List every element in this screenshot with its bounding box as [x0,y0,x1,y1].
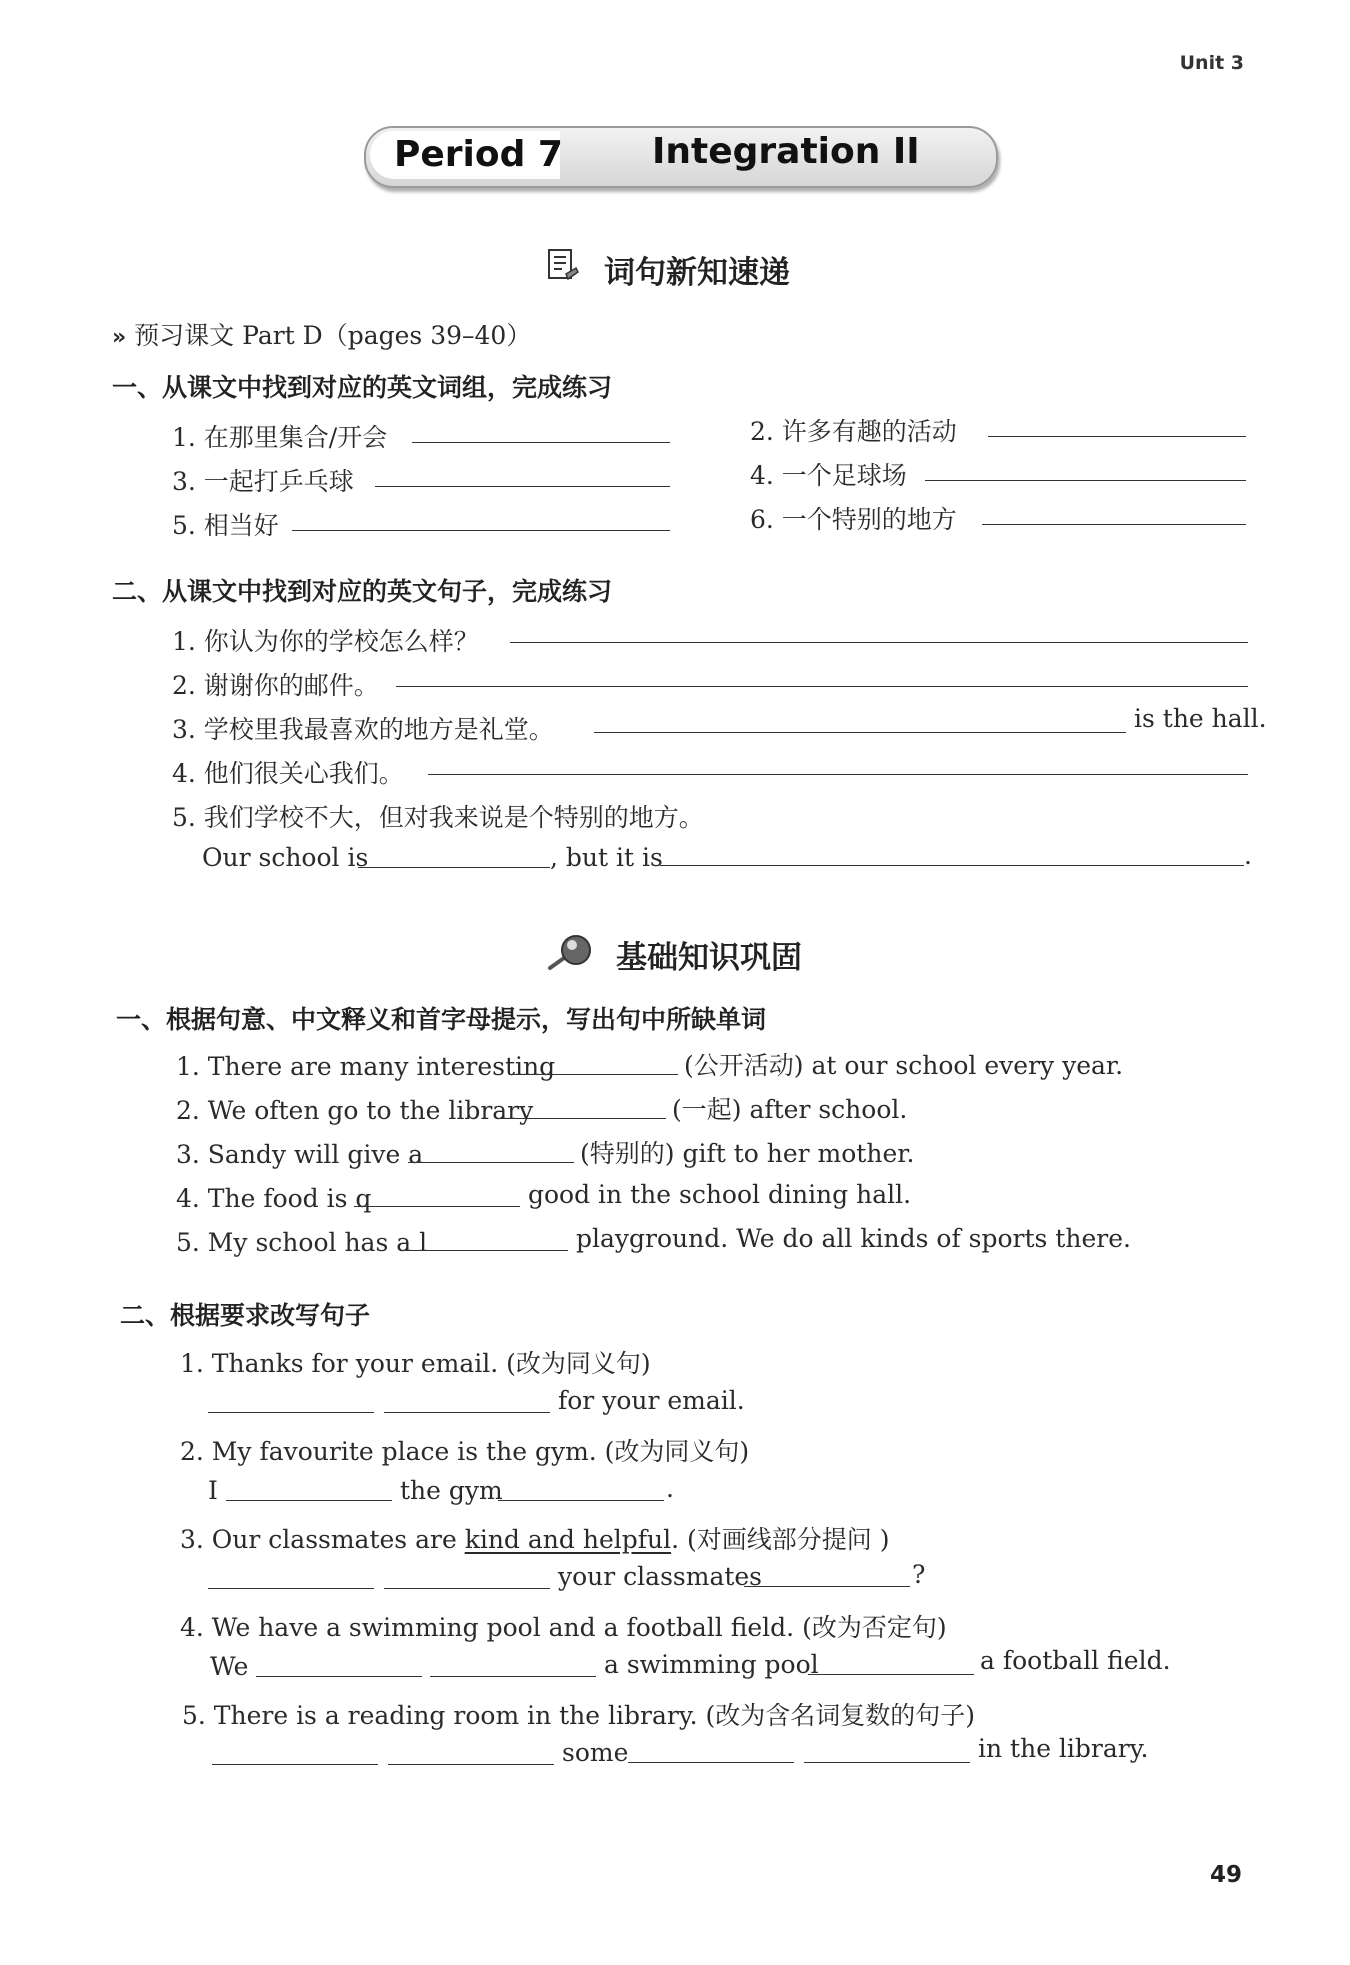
question: 3. Our classmates are kind and helpful. (对画线部分提问 ) [180,1525,890,1554]
question: 1. Thanks for your email. (改为同义句) [180,1349,651,1378]
answer-prefix: I [208,1476,218,1505]
answer-blank[interactable] [375,464,670,487]
list-item: 2. 许多有趣的活动 [750,417,957,446]
answer-mid: a swimming pool [604,1650,819,1679]
answer-end: a football field. [980,1646,1171,1675]
lesson-title: Integration II [652,131,920,172]
sentence-prefix: Our school is [202,843,369,872]
list-item: 2. 谢谢你的邮件。 [172,671,379,700]
list-item: 4. 他们很关心我们。 [172,759,404,788]
part1-heading: 一、根据句意、中文释义和首字母提示，写出句中所缺单词 [116,1005,767,1034]
list-item: 2. We often go to the library [176,1096,534,1125]
answer-blank[interactable] [208,1390,374,1413]
answer-blank[interactable] [384,1390,550,1413]
title-banner [364,126,994,188]
answer-tail: for your email. [558,1386,745,1415]
answer-blank[interactable] [388,1742,554,1765]
answer-blank[interactable] [660,843,1244,866]
answer-blank[interactable] [292,508,670,531]
list-item: 3. 一起打乒乓球 [172,467,354,496]
section-title-basics: 基础知识巩固 [616,940,802,976]
answer-blank[interactable] [512,1052,678,1075]
answer-blank[interactable] [358,845,550,868]
hint-text: (特别的) gift to her mother. [580,1139,915,1168]
answer-blank[interactable] [498,1478,664,1501]
list-item: 3. 学校里我最喜欢的地方是礼堂。 [172,715,554,744]
list-item: 1. There are many interesting [176,1052,556,1081]
list-item: 1. 在那里集合/开会 [172,423,388,452]
part2-heading: 二、根据要求改写句子 [120,1301,371,1330]
answer-blank[interactable] [396,664,1248,687]
question: 5. There is a reading room in the library. (改为含名词复数的句子) [182,1701,976,1730]
list-item: 5. My school has a l [176,1228,428,1257]
answer-blank[interactable] [208,1566,374,1589]
list-item: 5. 我们学校不大，但对我来说是个特别的地方。 [172,803,704,832]
answer-mid: some [562,1738,629,1767]
answer-blank[interactable] [428,752,1248,775]
answer-blank[interactable] [412,420,670,443]
part2-heading: 二、从课文中找到对应的英文句子，完成练习 [112,577,613,606]
answer-blank[interactable] [808,1652,974,1675]
unit-label: Unit 3 [1179,52,1244,74]
section-title-vocab: 词句新知速递 [604,255,790,291]
answer-blank[interactable] [925,458,1246,481]
sentence-tail: is the hall. [1134,704,1267,733]
list-item: 4. The food is q [176,1184,372,1213]
answer-end: in the library. [978,1734,1149,1763]
answer-blank[interactable] [804,1740,970,1763]
hint-text: good in the school dining hall. [528,1180,912,1209]
question: 2. My favourite place is the gym. (改为同义句) [180,1437,750,1466]
list-item: 5. 相当好 [172,511,279,540]
magnifier-icon [546,932,596,976]
answer-blank[interactable] [430,1654,596,1677]
answer-blank[interactable] [402,1228,568,1251]
answer-prefix: We [210,1652,249,1681]
notepad-icon [546,248,580,288]
answer-blank[interactable] [510,620,1248,643]
sentence-mid: , but it is [550,843,663,872]
list-item: 1. 你认为你的学校怎么样？ [172,627,479,656]
sentence-end: . [1244,841,1252,870]
answer-blank[interactable] [498,1096,666,1119]
question: 4. We have a swimming pool and a football field. (改为否定句) [180,1613,947,1642]
hint-text: playground. We do all kinds of sports there. [576,1224,1131,1253]
answer-blank[interactable] [594,710,1126,733]
answer-blank[interactable] [384,1566,550,1589]
preview-instruction: » 预习课文 Part D（pages 39–40） [112,321,532,350]
answer-end: ? [912,1560,926,1589]
answer-blank[interactable] [988,414,1246,437]
answer-blank[interactable] [628,1740,794,1763]
hint-text: (一起) after school. [672,1095,908,1124]
hint-text: (公开活动) at our school every year. [684,1051,1124,1080]
answer-blank[interactable] [256,1654,422,1677]
answer-blank[interactable] [354,1184,520,1207]
page-number: 49 [1209,1862,1242,1888]
period-label: Period 7 [394,134,563,175]
answer-blank[interactable] [744,1564,910,1587]
answer-end: . [666,1474,674,1503]
answer-blank[interactable] [408,1140,574,1163]
answer-blank[interactable] [982,502,1246,525]
answer-mid: the gym [400,1476,503,1505]
part1-heading: 一、从课文中找到对应的英文词组，完成练习 [112,373,613,402]
list-item: 3. Sandy will give a [176,1140,424,1169]
answer-mid: your classmates [558,1562,763,1591]
answer-blank[interactable] [226,1478,392,1501]
answer-blank[interactable] [212,1742,378,1765]
list-item: 6. 一个特别的地方 [750,505,957,534]
list-item: 4. 一个足球场 [750,461,907,490]
